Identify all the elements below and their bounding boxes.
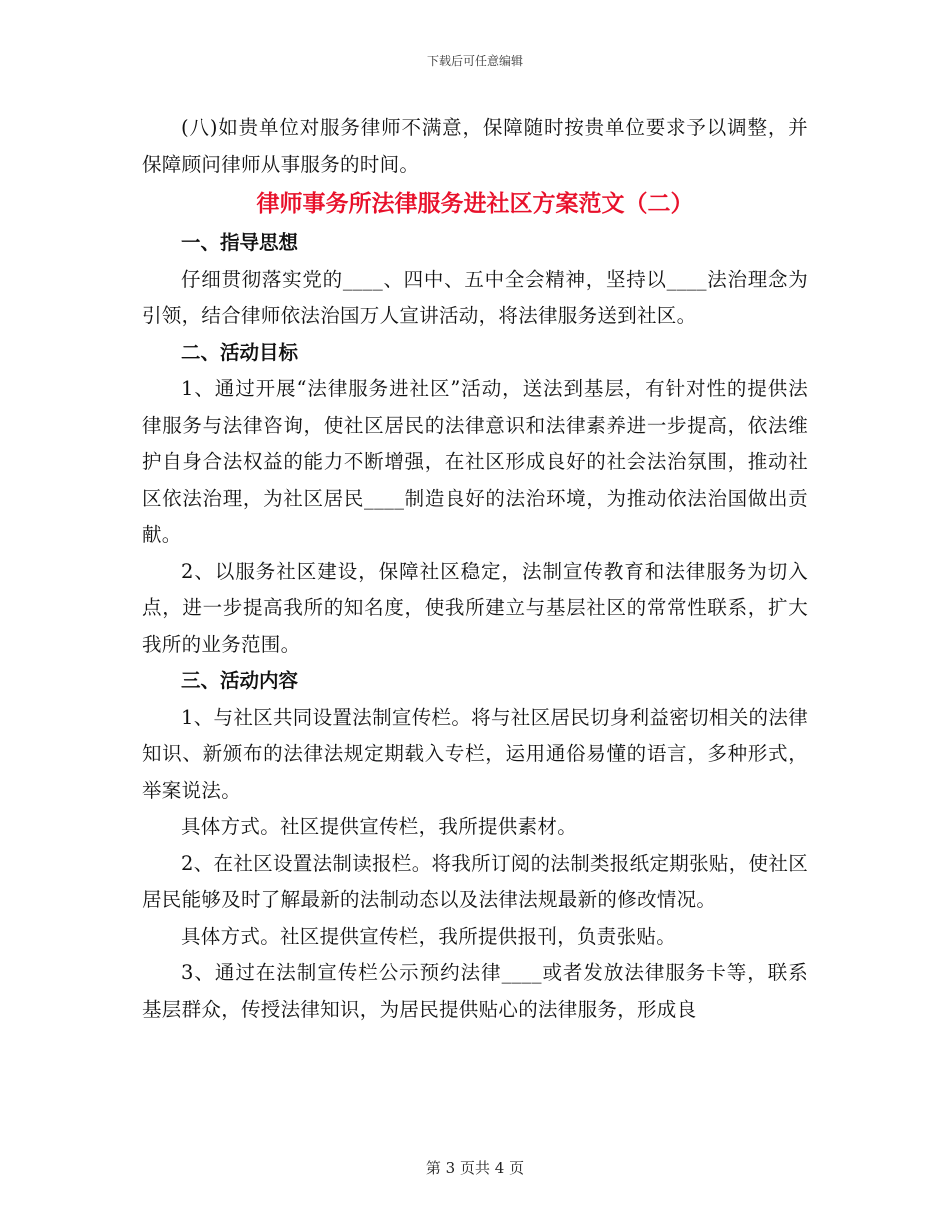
section-heading-activity-goals: 二、活动目标 bbox=[181, 340, 299, 364]
paragraph-content-3: 3、通过在法制宣传栏公示预约法律____或者发放法律服务卡等，联系基层群众，传授法律知识，为居民提供贴心的法律服务，形成良 bbox=[142, 961, 808, 1021]
paragraph-8: (八)如贵单位对服务律师不满意，保障随时按贵单位要求予以调整，并保障顾问律师从事服务的时间。 bbox=[142, 116, 808, 176]
section-heading-activity-content: 三、活动内容 bbox=[181, 669, 299, 692]
page-header: 下载后可任意编辑 bbox=[426, 54, 523, 68]
page-footer: 第 3 页共 4 页 bbox=[425, 1159, 525, 1177]
document-body bbox=[142, 110, 808, 1028]
document-title: 律师事务所法律服务进社区方案范文（二） bbox=[256, 191, 694, 217]
paragraph-goal-1: 1、通过开展“法律服务进社区”活动，送法到基层，有针对性的提供法律服务与法律咨询，使社区居民的法律意识和法律素养进一步提高，依法维护自身合法权益的能力不断增强，在社区形成良好的社会法治氛围，推动社区依法治理，为社区居民____制造良好的法治环境，为推动依法治国做出贡献。 bbox=[142, 377, 808, 546]
paragraph-content-2: 2、在社区设置法制读报栏。将我所订阅的法制类报纸定期张贴，使社区居民能够及时了解最新的法制动态以及法律法规最新的修改情况。 bbox=[142, 851, 808, 911]
paragraph-content-1-method: 具体方式。社区提供宣传栏，我所提供素材。 bbox=[181, 815, 578, 838]
paragraph-content-2-method: 具体方式。社区提供宣传栏，我所提供报刊，负责张贴。 bbox=[181, 924, 677, 948]
paragraph-guiding-ideology: 仔细贯彻落实党的____、四中、五中全会精神，坚持以____法治理念为引领，结合律师依法治国万人宣讲活动，将法律服务送到社区。 bbox=[142, 267, 808, 327]
paragraph-goal-2: 2、以服务社区建设，保障社区稳定，法制宣传教育和法律服务为切入点，进一步提高我所的知名度，使我所建立与基层社区的常常性联系，扩大我所的业务范围。 bbox=[142, 559, 808, 656]
section-heading-guiding-ideology: 一、指导思想 bbox=[181, 231, 299, 254]
paragraph-content-1: 1、与社区共同设置法制宣传栏。将与社区居民切身利益密切相关的法律知识、新颁布的法律法规定期载入专栏，运用通俗易懂的语言，多种形式，举案说法。 bbox=[142, 705, 808, 802]
